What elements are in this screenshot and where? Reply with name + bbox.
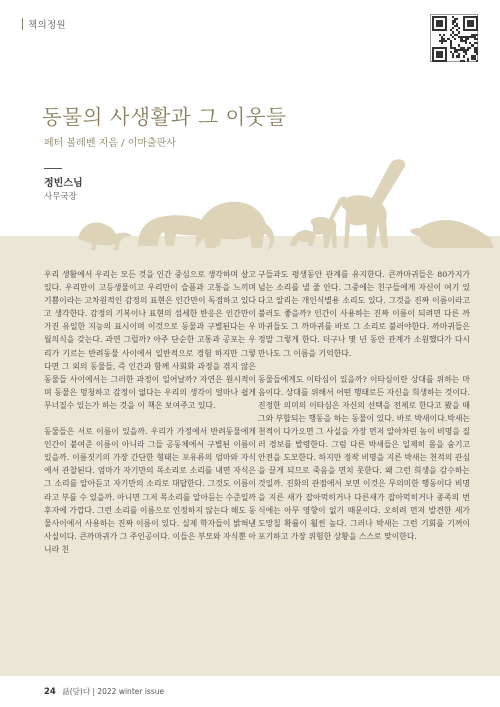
- page-number: 24: [44, 687, 56, 697]
- reviewer-name: 정빈스님: [44, 178, 83, 189]
- reviewer-role: 사무국장: [44, 192, 77, 202]
- reviewer-divider: [44, 168, 62, 169]
- section-marker: [22, 18, 23, 30]
- page-footer: [44, 686, 164, 697]
- body-paragraph: 동물들에게도 이타심이 있을까? 이타심이란 상대를 위하는 마음이다. 상대를 위해서 어떤 행태로든 자신을 희생하는 것이다. 진정한 의미의 이타심은 자신의 선택을 전제로 한다고 봤을 때 그와 부합되는 행동을 하는 동물이 있다. 바로 박새이다.박새는 천적이 다가오면 그 사실을 가장 먼저 알아차린 놈이 비명을 질러 경보를 발령한다. 그럼 다른 박새들은 일제히 몸을 숨기고 안전을 도모한다. 하지만 정작 비명을 지른 박새는 천적의 관심을 끌게 되므로 죽음을 면치 못한다. 왜 그런 희생을 감수하는 것일까. 진화의 관점에서 보면 이것은 무의미한 행동이다 비명을 지른 새가 잡아먹히거나 다른새가 잡아먹히거나 종족의 번식에는 아무 영향이 없기 때문이다. 오히려 먼저 발견한 새가 도망칠 확률이 훨씬 높다. 그러나 박새는 그런 기회를 기꺼이 포기하고 가장 위험한 상황을 스스로 맞이한다.: [258, 374, 470, 541]
- body-column-left: [44, 268, 256, 569]
- body-column-right: [258, 268, 470, 556]
- publication-name: 話(담)다 | 2022 winter issue: [62, 687, 165, 696]
- article-subtitle: 페터 볼레벤 지음 / 이마출판사: [44, 138, 177, 149]
- body-paragraph: 우리 생활에서 우리는 모든 것을 인간 중심으로 생각하며 살고 있다. 우리만이 고등생물이고 우리만이 슬픔과 고통을 느끼며 기쁨이라는 고차원적인 감정의 표현은 인간만이 독점하고 있다고 생각한다. 감정의 기복이나 표현의 섬세한 반응은 인간만이 가진 유일한 지능의 표시이며 이것으로 동물과 구별된다는 우월의식을 갖는다. 과연 그럴까? 아주 단순한 고통과 공포는 우리가 기르는 반려동물 사이에서 일반적으로 경험 하지만 그렇다면 그 외의 동물들, 즉 인간과 함께 사회화 과정을 겪지 않은 동물들 사이에서는 그러한 과정이 일어날까? 자연은 원시적이며 동물은 멍청하고 감정이 없다는 우리의 생각이 얼마나 쉽게 무너질수 있는가 하는 것을 이 책은 보여주고 있다.: [44, 270, 256, 410]
- body-paragraph: 동물들은 서로 이름이 있을까. 우리가 가정에서 반려동물에게 인간이 붙여준 이름이 아니라 그들 공동체에서 구별된 이름이 있을까. 이름짓기의 가장 간단한 형태는 포유류의 엄마와 자식에서 관찰된다. 엄마가 자기만의 목소리로 소리를 내면 자식은 그 소리를 알아듣고 자기만의 소리로 대답한다. 그것도 이름이라고 부를 수 있을까. 아니면 그저 목소리를 알아듣는 수준일까 후자에 가깝다. 그런 소리를 이름으로 인정하지 않는다 해도 동물사이에서 사용하는 진짜 이름이 있다. 실제 학자들이 밝혀낸 사실이다. 큰까마귀가 그 주인공이다. 이들은 부모와 자식뿐 아니라 친: [44, 427, 256, 554]
- body-paragraph: 구들과도 평생동안 관계를 유지한다. 큰까마귀들은 80가지가 넘는 소리를 낼 줄 안다. 그중에는 친구들에게 자신이 여기 있다고 알리는 개인식별용 소리도 있다. 그것을 진짜 이름이라고 불러도 좋을까? 인간이 사용하는 진짜 이름이 되려면 다른 까마귀들도 그 까마귀를 바로 그 소리로 불러야한다. 까마귀들은 정말 그렇게 한다. 더구나 몇 년 동안 관계가 소원했다가 다시 만나도 그 이름을 기억한다.: [258, 270, 470, 358]
- section-label: 책의정원: [28, 20, 66, 31]
- qr-code-icon: [430, 14, 478, 62]
- article-title: 동물의 사생활과 그 이웃들: [42, 105, 287, 129]
